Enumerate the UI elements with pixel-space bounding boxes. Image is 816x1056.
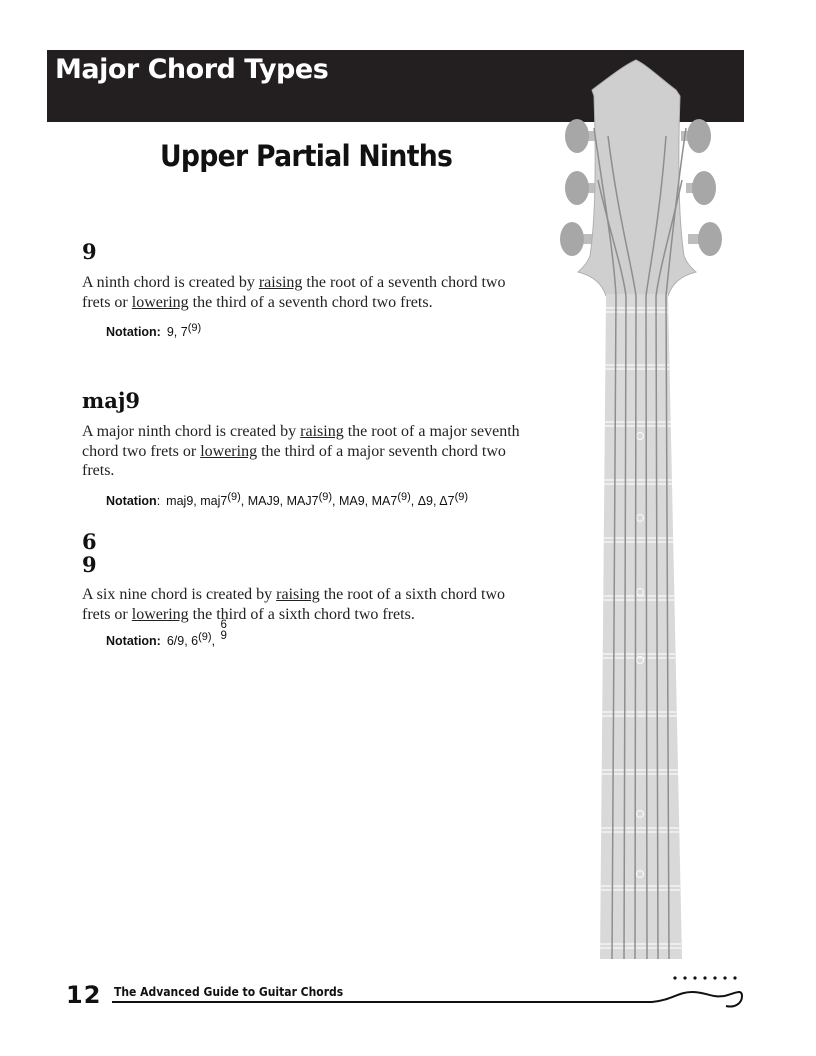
stack-bottom: 9: [220, 630, 227, 642]
notation-value: 9, 7: [166, 325, 188, 339]
notation-line: Notation: maj9, maj7$^{(9)}$, MAJ9, MAJ7$^{(9)}$, MA9, MA7$^{(9)}$, Δ9, Δ7$^{(9)}$: [106, 490, 469, 508]
notation-value: 6/9, 6: [166, 634, 199, 648]
heading-bottom: 9: [82, 552, 97, 577]
footer-dots: [673, 976, 736, 979]
text-run: the third of a major seventh chord two frets.: [82, 442, 506, 479]
section-ninth: [82, 240, 532, 339]
underlined-term: raising: [258, 274, 303, 291]
notation-line: [106, 322, 532, 339]
stacked-six-nine-symbol: [221, 620, 227, 642]
chord-description: [82, 273, 532, 312]
text-run: A major ninth chord is created by: [82, 423, 301, 440]
underlined-term: lowering: [131, 293, 189, 311]
text-run: A six nine chord is created by: [82, 586, 277, 603]
notation-separator: ,: [211, 634, 219, 648]
text-run: the root of a seventh chord two frets or: [82, 274, 506, 311]
guitar-neck-illustration: [548, 56, 738, 961]
page-title: Upper Partial Ninths: [160, 139, 453, 173]
text-run: the root of a sixth chord two frets or: [82, 586, 506, 623]
text-run: the third of a seventh chord two frets.: [188, 293, 433, 311]
text-run: the root of a major seventh chord two frets or: [82, 423, 520, 460]
text-run: the third of a sixth chord two frets.: [188, 605, 415, 623]
underlined-term: lowering: [200, 442, 258, 460]
chord-heading: maj9: [82, 388, 141, 413]
notation-value: , MAJ9, MAJ7: [240, 493, 319, 508]
chord-heading: 9: [82, 239, 97, 264]
notation-label: Notation:: [106, 634, 161, 648]
text-run: A ninth chord is created by: [82, 274, 259, 291]
section-six-nine: [82, 530, 532, 650]
notation-superscript: (9): [187, 322, 202, 334]
underlined-term: raising: [300, 423, 344, 440]
notation-superscript: (9): [454, 490, 469, 503]
underlined-term: lowering: [131, 605, 189, 623]
chord-description: [82, 585, 532, 624]
book-title: The Advanced Guide to Guitar Chords: [114, 985, 344, 999]
notation-label: Notation: [106, 493, 157, 508]
notation-superscript: (9): [227, 490, 241, 503]
notation-value: , MA9, MA7: [332, 493, 398, 508]
page-number: 12: [66, 981, 102, 1009]
headstock: [578, 60, 696, 296]
chapter-title: Major Chord Types: [55, 54, 329, 85]
section-major-ninth: [82, 389, 532, 508]
stack-top: 6: [220, 619, 227, 631]
notation-superscript: (9): [198, 631, 212, 643]
notation-superscript: (9): [397, 490, 411, 503]
chord-description: [82, 422, 532, 481]
underlined-term: raising: [276, 586, 320, 603]
notation-line: [106, 619, 532, 650]
notation-superscript: (9): [318, 490, 333, 503]
footer-guitar-line: [112, 970, 752, 1015]
heading-top: 6: [82, 529, 97, 554]
notation-value: , Δ9, Δ7: [410, 493, 455, 508]
notation-value: maj9, maj7: [166, 493, 228, 508]
notation-label: Notation:: [106, 325, 161, 339]
chord-heading: [82, 530, 532, 576]
